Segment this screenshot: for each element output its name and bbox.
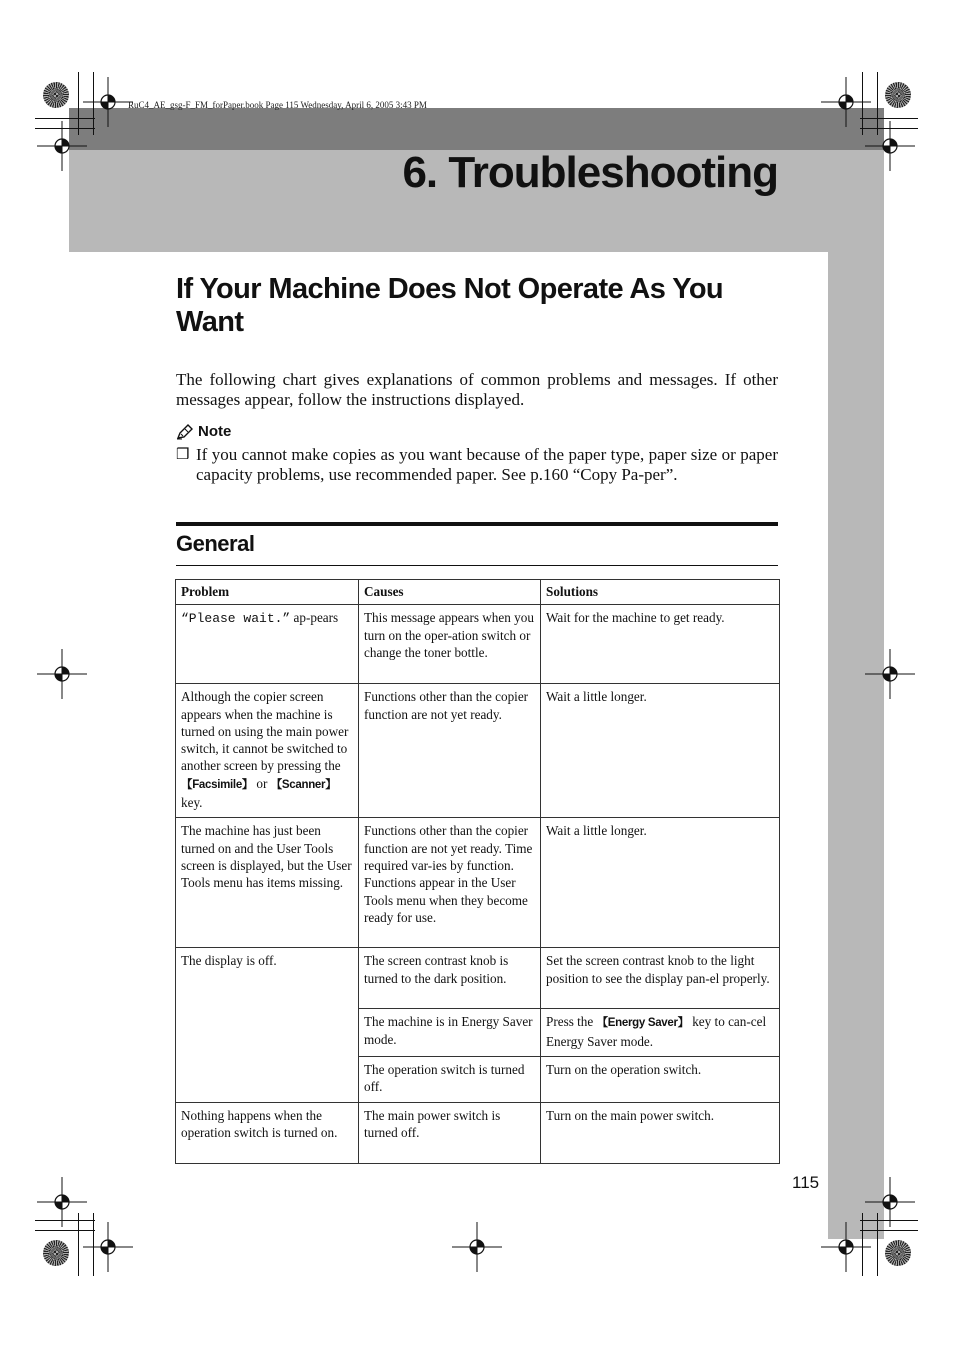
crop-line <box>78 72 79 135</box>
intro-paragraph: The following chart gives explanations of common problems and messages. If other messages appear, follow the instructions displayed. <box>176 370 778 409</box>
message-text: “Please wait.” <box>181 611 291 627</box>
page-number: 115 <box>792 1173 820 1192</box>
registration-disc-icon <box>885 1240 911 1266</box>
note-label: Note <box>198 423 232 440</box>
cause-cell: The screen contrast knob is turned to the dark position. <box>359 948 541 1009</box>
chapter-side-tab <box>828 252 884 1239</box>
print-header-line: RuC4_AE_gsg-F_FM_forPaper.book Page 115 Wednesday, April 6, 2005 3:43 PM <box>128 100 427 110</box>
chapter-title: 6. Troubleshooting <box>402 148 778 197</box>
note-heading <box>176 423 231 440</box>
crop-line <box>860 1220 918 1221</box>
registration-mark-icon <box>83 77 133 127</box>
section-rule-thin <box>176 565 778 566</box>
facsimile-key: 【Facsimile】 <box>181 778 254 791</box>
problem-text: key. <box>181 795 203 811</box>
solution-cell: Wait a little longer. <box>541 684 780 818</box>
solution-text: key to can-cel Energy Saver mode. <box>546 1014 767 1049</box>
solution-cell: Turn on the operation switch. <box>541 1056 780 1102</box>
table-row <box>176 948 780 1009</box>
crop-line <box>862 1213 863 1276</box>
header-causes: Causes <box>359 580 541 605</box>
chapter-band-dark <box>69 108 884 150</box>
registration-mark-icon <box>821 77 871 127</box>
energy-saver-key: 【Energy Saver】 <box>596 1017 689 1030</box>
solution-cell: Wait a little longer. <box>541 818 780 948</box>
registration-disc-icon <box>43 1240 69 1266</box>
problem-cell <box>176 684 359 818</box>
cause-cell: Functions other than the copier function are not yet ready. <box>359 684 541 818</box>
registration-mark-icon <box>452 1222 502 1272</box>
troubleshooting-table <box>175 579 780 1164</box>
solution-text: Press the <box>546 1014 597 1030</box>
table-row <box>176 684 780 818</box>
cause-cell: The machine is in Energy Saver mode. <box>359 1009 541 1057</box>
registration-disc-icon <box>885 82 911 108</box>
cause-cell: The operation switch is turned off. <box>359 1056 541 1102</box>
crop-line <box>93 1213 94 1276</box>
header-solutions: Solutions <box>541 580 780 605</box>
solution-cell: Turn on the main power switch. <box>541 1102 780 1163</box>
problem-cell: Nothing happens when the operation switch is turned on. <box>176 1102 359 1163</box>
note-item <box>176 445 778 485</box>
crop-line <box>35 128 95 129</box>
scanner-key: 【Scanner】 <box>270 778 337 791</box>
problem-cell: The machine has just been turned on and the User Tools screen is displayed, but the User Tools menu has items missing. <box>176 818 359 948</box>
problem-tail: ap-pears <box>290 610 339 626</box>
crop-line <box>860 128 918 129</box>
table-row <box>176 818 780 948</box>
table-row <box>176 1102 780 1163</box>
header-problem: Problem <box>176 580 359 605</box>
solution-cell: Wait for the machine to get ready. <box>541 605 780 684</box>
registration-mark-icon <box>865 649 915 699</box>
solution-cell <box>541 1009 780 1057</box>
problem-text: or <box>253 775 271 791</box>
crop-line <box>35 118 95 119</box>
crop-line <box>35 1230 95 1231</box>
subsection-title: General <box>176 531 255 556</box>
section-title: If Your Machine Does Not Operate As You Want <box>176 273 724 338</box>
crop-line <box>93 72 94 135</box>
problem-text: Although the copier screen appears when the machine is turned on using the main power switch, it cannot be switched to another screen by pressing the <box>181 689 349 774</box>
problem-cell: The display is off. <box>176 948 359 1102</box>
crop-line <box>877 1213 878 1276</box>
pencil-note-icon <box>176 424 194 440</box>
crop-line <box>860 118 918 119</box>
crop-line <box>78 1213 79 1276</box>
cause-cell: This message appears when you turn on the oper-ation switch or change the toner bottle. <box>359 605 541 684</box>
section-rule-thick <box>176 522 778 526</box>
registration-mark-icon <box>37 649 87 699</box>
registration-disc-icon <box>43 82 69 108</box>
table-row <box>176 605 780 684</box>
table-header-row <box>176 580 780 605</box>
problem-cell <box>176 605 359 684</box>
checkbox-icon: ❒ <box>176 447 190 463</box>
crop-line <box>877 72 878 135</box>
crop-line <box>35 1220 95 1221</box>
cause-cell: The main power switch is turned off. <box>359 1102 541 1163</box>
cause-cell: Functions other than the copier function are not yet ready. Time required var-ies by function. Functions appear in the User Tools menu when they become ready for use. <box>359 818 541 948</box>
note-text: If you cannot make copies as you want because of the paper type, paper size or paper capacity problems, use recommended paper. See p.160 “Copy Pa-per”. <box>196 445 778 484</box>
crop-line <box>862 72 863 135</box>
crop-line <box>860 1230 918 1231</box>
solution-cell: Set the screen contrast knob to the light position to see the display pan-el properly. <box>541 948 780 1009</box>
